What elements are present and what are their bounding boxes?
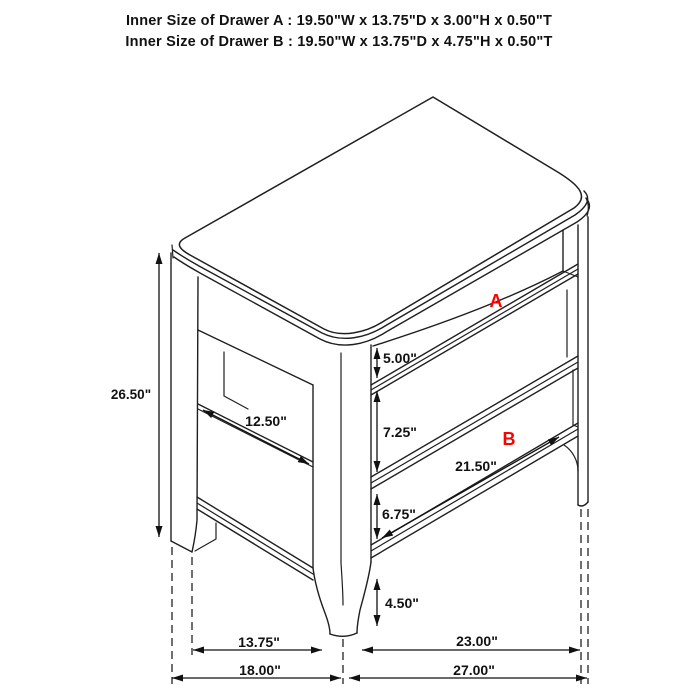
dim-upper-opening: 5.00" [383,350,417,366]
drawer-a-label: A [489,291,503,311]
dim-leg-height: 4.50" [385,595,419,611]
front-post-and-leg [313,345,371,636]
drawer-b-label: B [502,429,516,449]
dim-drawer-b-height: 6.75" [382,506,416,522]
dim-drawer-b-width: 21.50" [455,458,497,474]
dim-shelf-depth: 12.50" [245,413,287,429]
left-post-and-leg [171,253,216,552]
title-drawer-b-size: Inner Size of Drawer B : 19.50"W x 13.75"D x 4.75"H x 0.50"T [125,34,553,50]
dim-line-drawer-b-width [382,437,559,538]
extension-lines [172,509,588,684]
table-top [172,97,589,345]
dim-overall-height: 26.50" [110,387,152,402]
dim-inner-span: 23.00" [456,633,498,649]
dim-inner-depth: 13.75" [238,634,280,650]
dim-overall-width: 27.00" [453,662,495,678]
left-side-face [197,330,313,580]
drawer-b-front [573,370,578,427]
dim-lower-opening: 7.25" [383,424,417,440]
title-drawer-a-size: Inner Size of Drawer A : 19.50"W x 13.75"D x 3.00"H x 0.50"T [125,13,553,29]
dim-overall-depth: 18.00" [239,662,281,678]
